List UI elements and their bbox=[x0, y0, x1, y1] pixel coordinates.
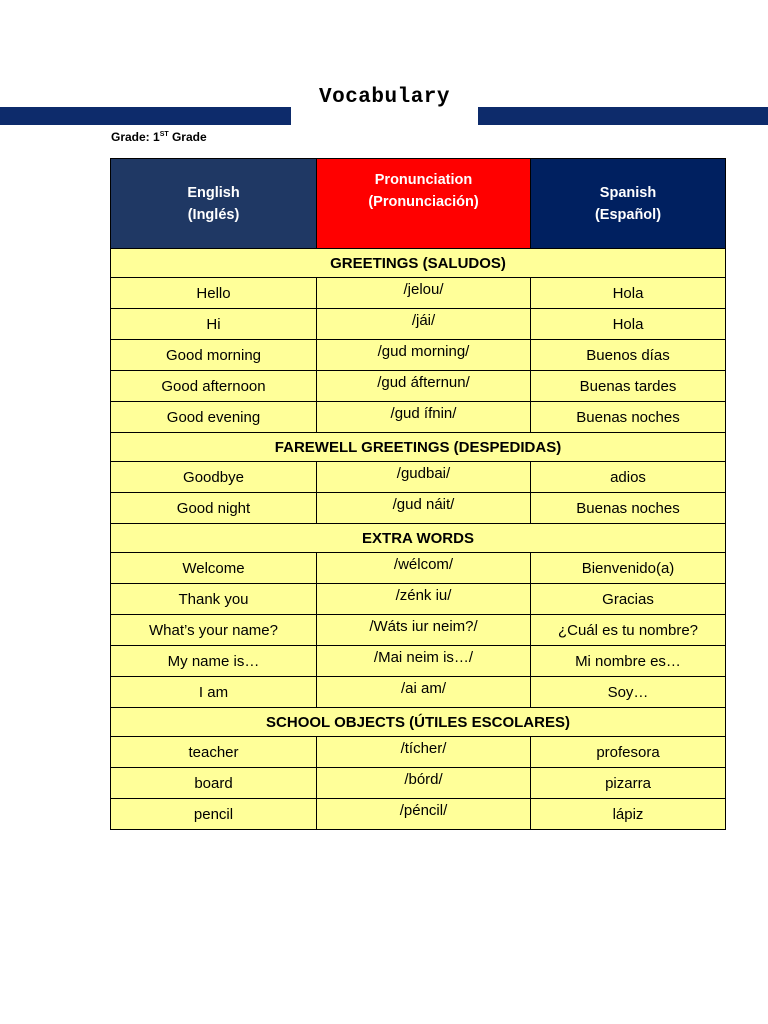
english-cell: My name is… bbox=[111, 646, 317, 677]
table-body bbox=[111, 249, 726, 830]
table-row bbox=[111, 677, 726, 708]
vocabulary-table bbox=[110, 158, 726, 830]
header-bar-right bbox=[478, 107, 768, 125]
spanish-cell: Buenas tardes bbox=[531, 371, 726, 402]
spanish-cell: Buenas noches bbox=[531, 493, 726, 524]
spanish-cell: adios bbox=[531, 462, 726, 493]
english-cell: Hi bbox=[111, 309, 317, 340]
section-header-row bbox=[111, 524, 726, 553]
spanish-cell: Gracias bbox=[531, 584, 726, 615]
english-cell: Good night bbox=[111, 493, 317, 524]
table-row bbox=[111, 646, 726, 677]
table-row bbox=[111, 615, 726, 646]
table-row bbox=[111, 309, 726, 340]
english-cell: Good evening bbox=[111, 402, 317, 433]
english-cell: pencil bbox=[111, 799, 317, 830]
table-row bbox=[111, 553, 726, 584]
table-row bbox=[111, 278, 726, 309]
pronunciation-cell: /gudbai/ bbox=[317, 462, 531, 493]
table-row bbox=[111, 768, 726, 799]
english-cell: Good morning bbox=[111, 340, 317, 371]
table-row bbox=[111, 402, 726, 433]
english-cell: board bbox=[111, 768, 317, 799]
table-row bbox=[111, 737, 726, 768]
table-row bbox=[111, 584, 726, 615]
column-header-sublabel: (Español) bbox=[594, 206, 662, 223]
grade-text: Grade: 1 bbox=[111, 130, 160, 144]
english-cell: Welcome bbox=[111, 553, 317, 584]
pronunciation-cell: /gud morning/ bbox=[317, 340, 531, 371]
section-title: GREETINGS (SALUDOS) bbox=[111, 249, 726, 278]
english-cell: Good afternoon bbox=[111, 371, 317, 402]
grade-superscript: ST bbox=[159, 131, 169, 138]
header-bar-left bbox=[0, 107, 291, 125]
section-title: SCHOOL OBJECTS (ÚTILES ESCOLARES) bbox=[111, 708, 726, 737]
pronunciation-cell: /gud náit/ bbox=[317, 493, 531, 524]
table-row bbox=[111, 371, 726, 402]
column-header-english bbox=[111, 159, 317, 249]
english-cell: teacher bbox=[111, 737, 317, 768]
section-header-row bbox=[111, 708, 726, 737]
spanish-cell: Hola bbox=[531, 278, 726, 309]
section-header-row bbox=[111, 249, 726, 278]
table-header-row bbox=[111, 159, 726, 249]
column-header-spanish bbox=[531, 159, 726, 249]
pronunciation-cell: /jái/ bbox=[317, 309, 531, 340]
page-title: Vocabulary bbox=[318, 86, 451, 109]
section-title: FAREWELL GREETINGS (DESPEDIDAS) bbox=[111, 433, 726, 462]
spanish-cell: profesora bbox=[531, 737, 726, 768]
column-header-sublabel: (Inglés) bbox=[187, 206, 240, 223]
pronunciation-cell: /bórd/ bbox=[317, 768, 531, 799]
table-row bbox=[111, 493, 726, 524]
pronunciation-cell: /wélcom/ bbox=[317, 553, 531, 584]
spanish-cell: Soy… bbox=[531, 677, 726, 708]
table-row bbox=[111, 340, 726, 371]
spanish-cell: Mi nombre es… bbox=[531, 646, 726, 677]
column-header-sublabel: (Pronunciación) bbox=[368, 194, 479, 210]
column-header-label: Spanish bbox=[599, 184, 657, 201]
section-title: EXTRA WORDS bbox=[111, 524, 726, 553]
table-row bbox=[111, 462, 726, 493]
section-header-row bbox=[111, 433, 726, 462]
pronunciation-cell: /Wáts iur neim?/ bbox=[317, 615, 531, 646]
pronunciation-cell: /péncil/ bbox=[317, 799, 531, 830]
spanish-cell: Buenas noches bbox=[531, 402, 726, 433]
pronunciation-cell: /tícher/ bbox=[317, 737, 531, 768]
spanish-cell: ¿Cuál es tu nombre? bbox=[531, 615, 726, 646]
spanish-cell: Bienvenido(a) bbox=[531, 553, 726, 584]
english-cell: Hello bbox=[111, 278, 317, 309]
spanish-cell: lápiz bbox=[531, 799, 726, 830]
column-header-label: Pronunciation bbox=[374, 172, 473, 188]
spanish-cell: Buenos días bbox=[531, 340, 726, 371]
pronunciation-cell: /ai am/ bbox=[317, 677, 531, 708]
pronunciation-cell: /gud áfternun/ bbox=[317, 371, 531, 402]
spanish-cell: Hola bbox=[531, 309, 726, 340]
column-header-label: English bbox=[187, 184, 240, 201]
english-cell: What’s your name? bbox=[111, 615, 317, 646]
english-cell: I am bbox=[111, 677, 317, 708]
english-cell: Goodbye bbox=[111, 462, 317, 493]
grade-label bbox=[111, 130, 207, 144]
grade-suffix: Grade bbox=[168, 130, 207, 144]
pronunciation-cell: /jelou/ bbox=[317, 278, 531, 309]
pronunciation-cell: /gud ífnin/ bbox=[317, 402, 531, 433]
column-header-pronunciation bbox=[317, 159, 531, 249]
pronunciation-cell: /zénk iu/ bbox=[317, 584, 531, 615]
pronunciation-cell: /Mai neim is…/ bbox=[317, 646, 531, 677]
spanish-cell: pizarra bbox=[531, 768, 726, 799]
table-row bbox=[111, 799, 726, 830]
english-cell: Thank you bbox=[111, 584, 317, 615]
